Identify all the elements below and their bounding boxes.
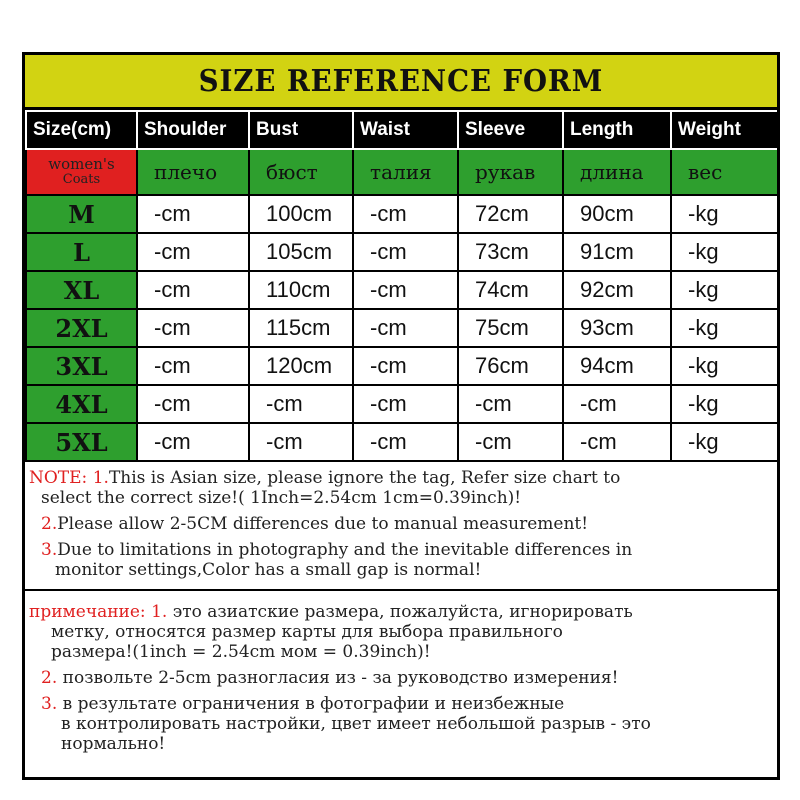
cell-weight: -kg bbox=[671, 309, 778, 347]
note-ru-item-3 bbox=[29, 694, 769, 714]
cell-weight: -kg bbox=[671, 233, 778, 271]
cell-weight: -kg bbox=[671, 385, 778, 423]
subheader-length: длина bbox=[563, 149, 671, 195]
cell-shoulder: -cm bbox=[137, 347, 249, 385]
size-table bbox=[25, 110, 779, 462]
note-ru-text-3a: в результате ограничения в фотографии и неизбежные bbox=[62, 694, 565, 714]
note-ru-item-1 bbox=[29, 602, 769, 622]
cell-waist: -cm bbox=[353, 233, 458, 271]
cell-sleeve: -cm bbox=[458, 385, 563, 423]
note-ru-num-1: 1. bbox=[151, 602, 168, 622]
header-length: Length bbox=[563, 111, 671, 149]
title-bar bbox=[25, 55, 777, 110]
cell-waist: -cm bbox=[353, 309, 458, 347]
note-en-item-3 bbox=[29, 540, 769, 560]
cell-waist: -cm bbox=[353, 347, 458, 385]
size-label: XL bbox=[26, 271, 137, 309]
note-en-text-2: Please allow 2-5CM differences due to manual measurement! bbox=[57, 514, 589, 534]
note-en-num-1: 1. bbox=[92, 468, 109, 488]
cell-shoulder: -cm bbox=[137, 309, 249, 347]
size-label: L bbox=[26, 233, 137, 271]
cell-waist: -cm bbox=[353, 271, 458, 309]
size-label: 4XL bbox=[26, 385, 137, 423]
note-en-text-3a: Due to limitations in photography and the inevitable differences in bbox=[57, 540, 633, 560]
subheader-waist: талия bbox=[353, 149, 458, 195]
note-ru-text-2: позвольте 2-5cm разногласия из - за руководство измерения! bbox=[62, 668, 619, 688]
cell-length: -cm bbox=[563, 385, 671, 423]
cell-bust: -cm bbox=[249, 385, 353, 423]
header-bust: Bust bbox=[249, 111, 353, 149]
cell-sleeve: -cm bbox=[458, 423, 563, 461]
cell-bust: 115cm bbox=[249, 309, 353, 347]
cell-shoulder: -cm bbox=[137, 271, 249, 309]
cell-weight: -kg bbox=[671, 195, 778, 233]
note-en-text-1b: select the correct size!( 1Inch=2.54cm 1cm=0.39inch)! bbox=[41, 488, 522, 508]
note-en-label: NOTE: bbox=[29, 468, 88, 488]
table-row bbox=[26, 385, 778, 423]
subheader-weight: вес bbox=[671, 149, 778, 195]
cell-shoulder: -cm bbox=[137, 195, 249, 233]
cell-length: 90cm bbox=[563, 195, 671, 233]
cell-bust: 110cm bbox=[249, 271, 353, 309]
note-english bbox=[25, 460, 777, 591]
cell-waist: -cm bbox=[353, 423, 458, 461]
cell-bust: 100cm bbox=[249, 195, 353, 233]
cell-weight: -kg bbox=[671, 347, 778, 385]
cell-shoulder: -cm bbox=[137, 233, 249, 271]
size-label: 3XL bbox=[26, 347, 137, 385]
cell-length: 91cm bbox=[563, 233, 671, 271]
note-ru-text-1a: это азиатские размера, пожалуйста, игнорировать bbox=[172, 602, 633, 622]
note-ru-text-3c: нормально! bbox=[61, 734, 166, 754]
note-en-text-3b: monitor settings,Color has a small gap is normal! bbox=[55, 560, 482, 580]
cell-bust: -cm bbox=[249, 423, 353, 461]
cell-shoulder: -cm bbox=[137, 423, 249, 461]
note-en-item-2 bbox=[29, 514, 769, 534]
category-label-line1: women's bbox=[48, 155, 115, 173]
cell-sleeve: 74cm bbox=[458, 271, 563, 309]
header-weight: Weight bbox=[671, 111, 778, 149]
subheader-sleeve: рукав bbox=[458, 149, 563, 195]
category-label bbox=[26, 149, 137, 195]
note-en-num-3: 3. bbox=[41, 540, 58, 560]
subheader-bust: бюст bbox=[249, 149, 353, 195]
cell-weight: -kg bbox=[671, 423, 778, 461]
note-en-num-2: 2. bbox=[41, 514, 58, 534]
note-ru-text-3b: в контролировать настройки, цвет имеет небольшой разрыв - это bbox=[61, 714, 651, 734]
header-row bbox=[26, 111, 778, 149]
note-ru-label: примечание: bbox=[29, 602, 146, 622]
cell-bust: 120cm bbox=[249, 347, 353, 385]
header-sleeve: Sleeve bbox=[458, 111, 563, 149]
note-en-text-1a: This is Asian size, please ignore the tag, Refer size chart to bbox=[108, 468, 621, 488]
note-ru-text-1c: размера!(1inch = 2.54cm мом = 0.39inch)! bbox=[51, 642, 431, 662]
note-ru-text-1b: метку, относятся размер карты для выбора правильного bbox=[51, 622, 563, 642]
page-title: SIZE REFERENCE FORM bbox=[198, 63, 604, 99]
header-shoulder: Shoulder bbox=[137, 111, 249, 149]
cell-waist: -cm bbox=[353, 385, 458, 423]
note-ru-item-2 bbox=[29, 668, 769, 688]
size-label: 5XL bbox=[26, 423, 137, 461]
subheader-row bbox=[26, 149, 778, 195]
note-ru-num-3: 3. bbox=[41, 694, 58, 714]
cell-sleeve: 73cm bbox=[458, 233, 563, 271]
cell-length: 92cm bbox=[563, 271, 671, 309]
category-label-line2: Coats bbox=[62, 172, 101, 187]
note-en-item-1 bbox=[29, 468, 769, 488]
cell-length: 93cm bbox=[563, 309, 671, 347]
cell-weight: -kg bbox=[671, 271, 778, 309]
note-ru-num-2: 2. bbox=[41, 668, 58, 688]
cell-bust: 105cm bbox=[249, 233, 353, 271]
header-size: Size(cm) bbox=[26, 111, 137, 149]
table-row bbox=[26, 347, 778, 385]
table-row bbox=[26, 423, 778, 461]
size-label: 2XL bbox=[26, 309, 137, 347]
table-row bbox=[26, 271, 778, 309]
size-chart-frame bbox=[22, 52, 780, 780]
cell-length: 94cm bbox=[563, 347, 671, 385]
subheader-shoulder: плечо bbox=[137, 149, 249, 195]
cell-length: -cm bbox=[563, 423, 671, 461]
cell-waist: -cm bbox=[353, 195, 458, 233]
cell-shoulder: -cm bbox=[137, 385, 249, 423]
size-label: M bbox=[26, 195, 137, 233]
table-row bbox=[26, 195, 778, 233]
cell-sleeve: 75cm bbox=[458, 309, 563, 347]
table-row bbox=[26, 309, 778, 347]
cell-sleeve: 76cm bbox=[458, 347, 563, 385]
size-rows bbox=[26, 195, 778, 461]
cell-sleeve: 72cm bbox=[458, 195, 563, 233]
table-row bbox=[26, 233, 778, 271]
header-waist: Waist bbox=[353, 111, 458, 149]
note-russian bbox=[25, 598, 777, 768]
